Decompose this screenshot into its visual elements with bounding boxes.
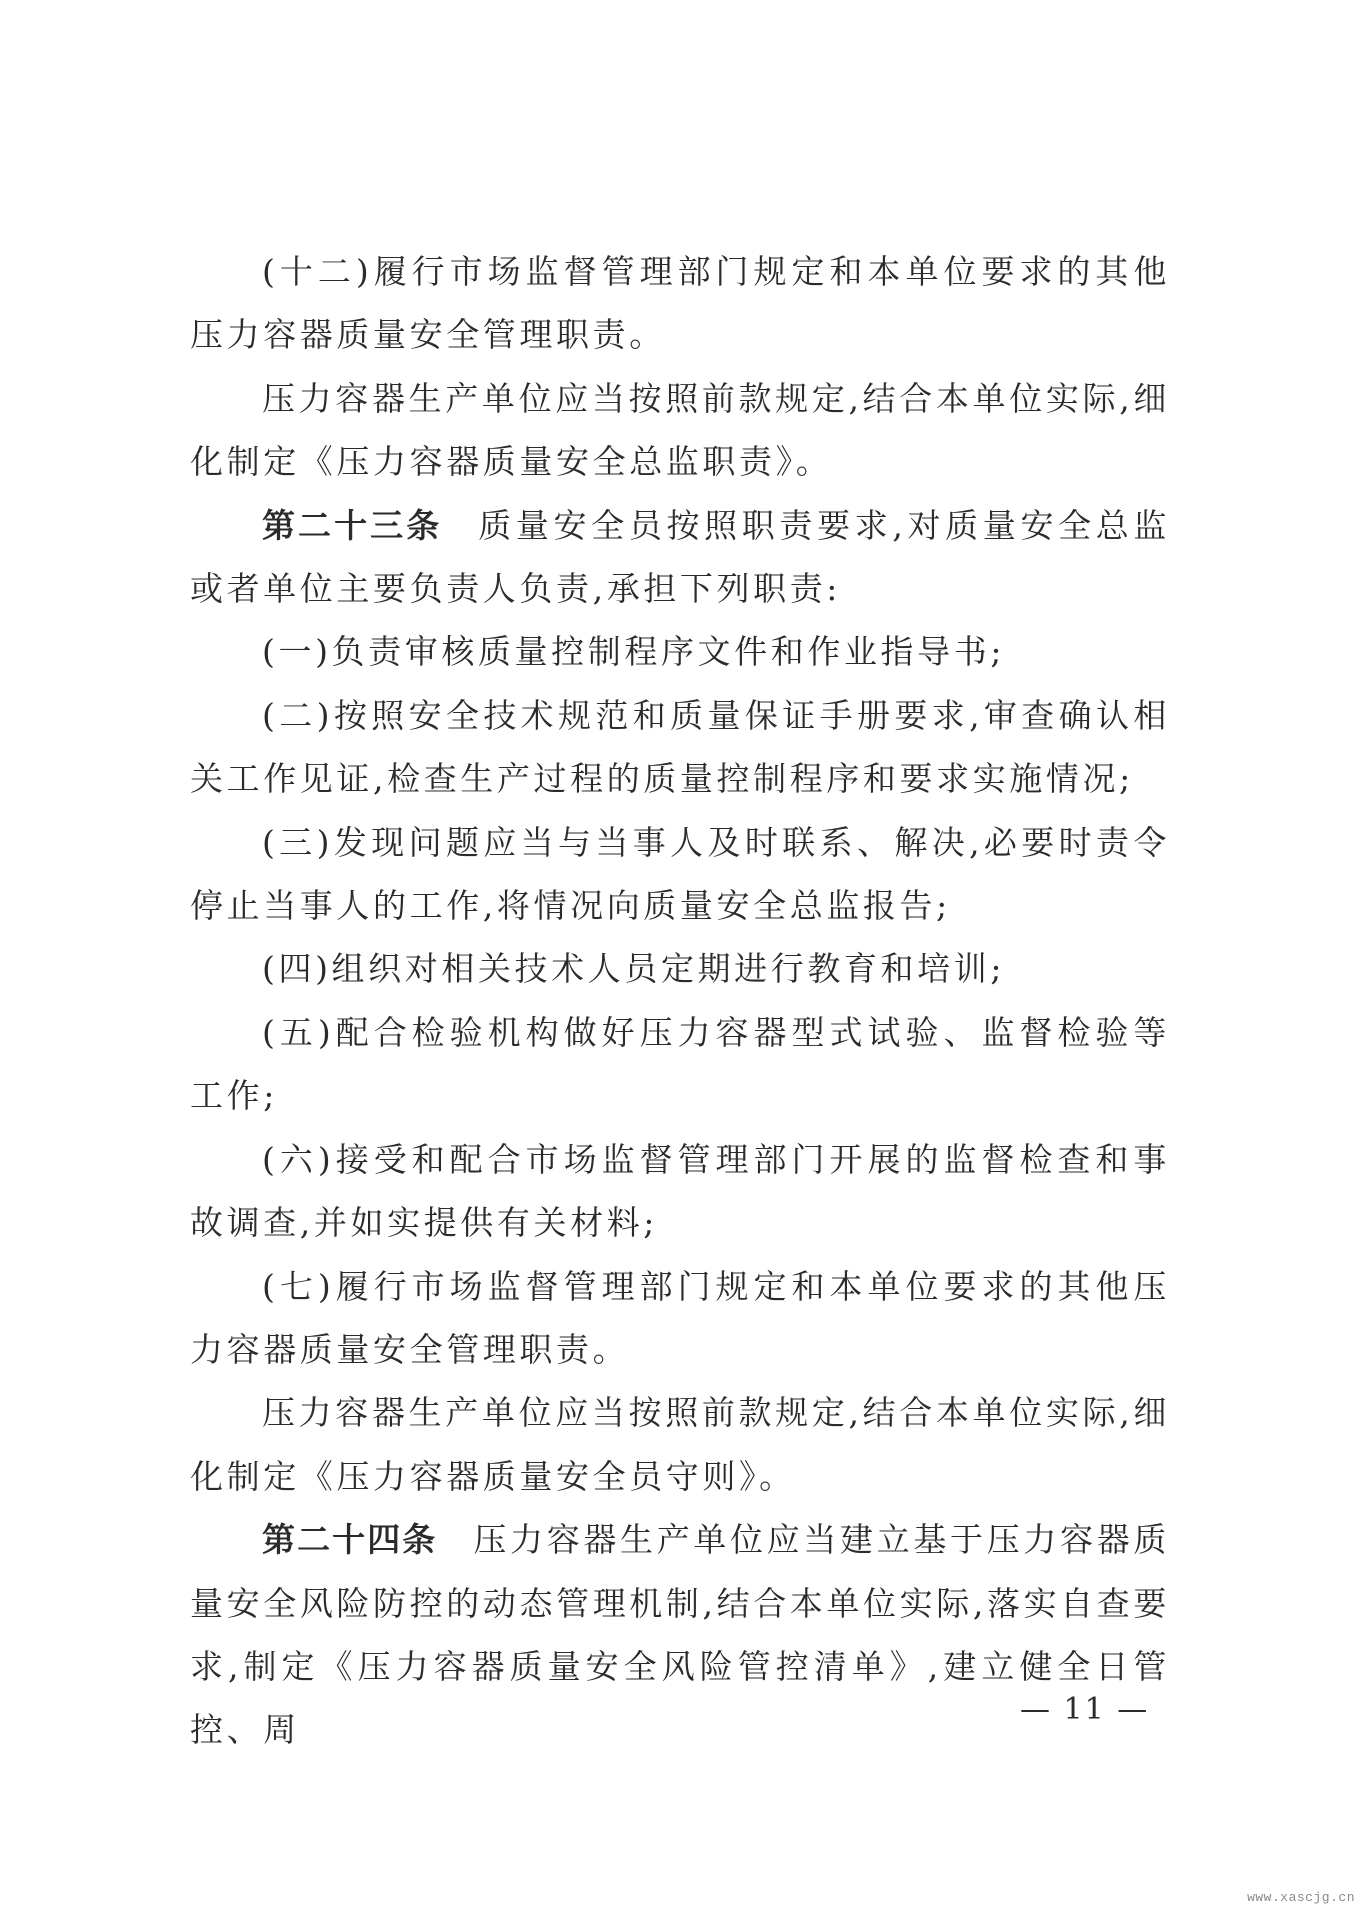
paragraph-text: 质量安全员按照职责要求,对质量安全总监或者单位主要负责人负责,承担下列职责:	[190, 505, 1171, 609]
article-heading: 第二十四条	[262, 1520, 438, 1560]
paragraph-item-4	[190, 937, 1170, 1000]
paragraph-text: (一)负责审核质量控制程序文件和作业指导书;	[262, 632, 1006, 672]
paragraph-text: 压力容器生产单位应当建立基于压力容器质量安全风险防控的动态管理机制,结合本单位实际,落实自查要求,制定《压力容器质量安全风险管控清单》,建立健全日管控、周	[190, 1520, 1171, 1750]
paragraph-text: 压力容器生产单位应当按照前款规定,结合本单位实际,细化制定《压力容器质量安全总监职责》。	[190, 378, 1170, 482]
article-heading: 第二十三条	[262, 505, 443, 545]
article-23	[190, 494, 1170, 621]
paragraph-text: (二)按照安全技术规范和质量保证手册要求,审查确认相关工作见证,检查生产过程的质量控制程序和要求实施情况;	[190, 695, 1170, 799]
paragraph-item-12-clause	[190, 240, 1170, 367]
paragraph-text: (三)发现问题应当与当事人及时联系、解决,必要时责令停止当事人的工作,将情况向质量安全总监报告;	[190, 822, 1170, 926]
paragraph-text: 压力容器生产单位应当按照前款规定,结合本单位实际,细化制定《压力容器质量安全员守则》。	[190, 1393, 1170, 1496]
paragraph-item-2	[190, 684, 1170, 811]
paragraph-text: (四)组织对相关技术人员定期进行教育和培训;	[262, 949, 1006, 989]
paragraph-item-1	[190, 620, 1170, 683]
paragraph-item-5	[190, 1001, 1170, 1128]
page-number: — 11 —	[1020, 1692, 1150, 1727]
site-watermark: www.xascjg.cn	[1247, 1890, 1355, 1905]
document-body	[190, 240, 1170, 1762]
paragraph-item-6	[190, 1128, 1170, 1255]
paragraph-item-3	[190, 811, 1170, 938]
paragraph-text: (七)履行市场监督管理部门规定和本单位要求的其他压力容器质量安全管理职责。	[190, 1266, 1170, 1369]
paragraph-text: (五)配合检验机构做好压力容器型式试验、监督检验等工作;	[190, 1012, 1170, 1116]
paragraph-text: (十二)履行市场监督管理部门规定和本单位要求的其他压力容器质量安全管理职责。	[190, 252, 1170, 355]
paragraph-text: (六)接受和配合市场监督管理部门开展的监督检查和事故调查,并如实提供有关材料;	[190, 1139, 1170, 1243]
paragraph-item-7	[190, 1255, 1170, 1382]
paragraph-supervisor-duties-note	[190, 367, 1170, 494]
paragraph-inspector-rules-note	[190, 1381, 1170, 1508]
